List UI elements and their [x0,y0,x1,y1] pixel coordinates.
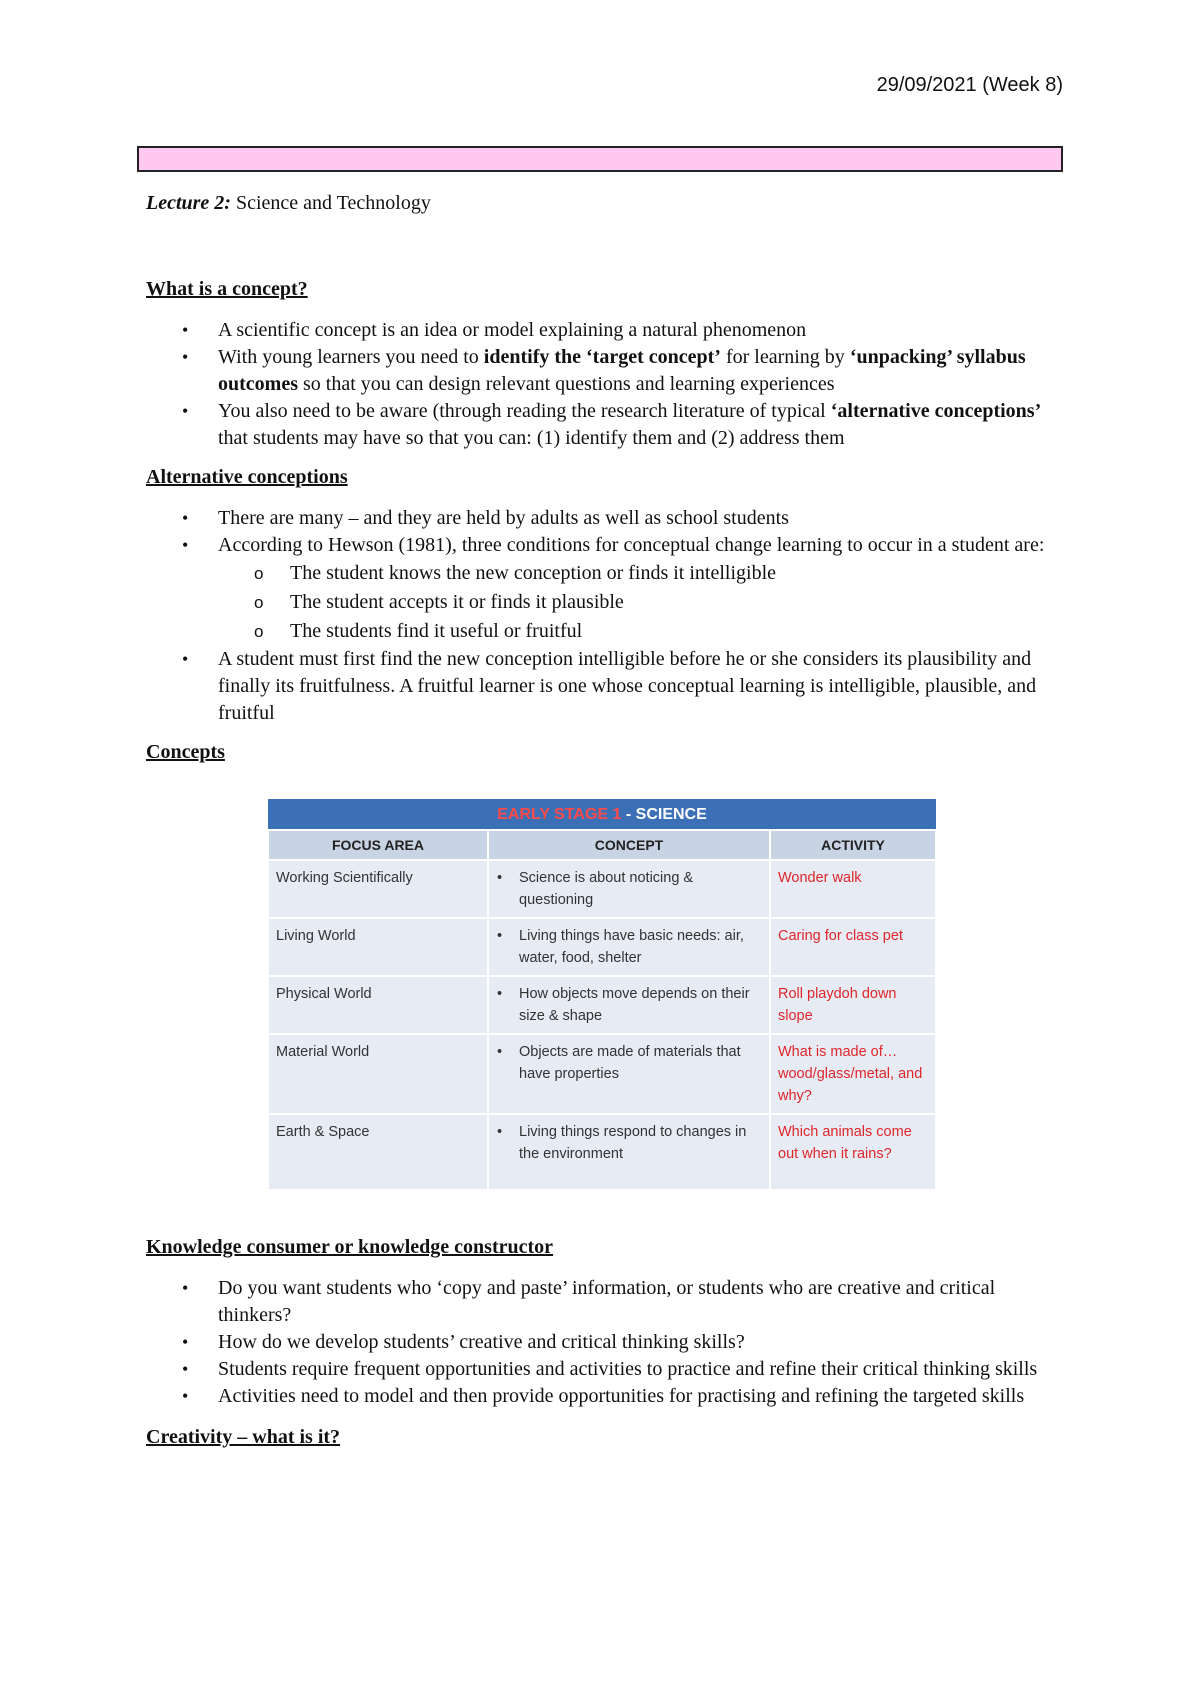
focus-cell: Material World [268,1034,488,1114]
list-item [146,398,1056,452]
knowledge-list [146,1275,1056,1410]
sub-list-item: o The students find it useful or fruitful [218,617,1056,646]
activity-cell: Caring for class pet [770,918,936,976]
table-title-stage: EARLY STAGE 1 [497,805,622,823]
list-item [146,532,1056,646]
heading-creativity: Creativity – what is it? [146,1426,341,1448]
list-item-text: You also need to be aware (through reading the research literature of typical [218,400,831,422]
list-item-text: With young learners you need to [218,346,484,368]
heading-what-is-concept: What is a concept? [146,278,308,300]
table-row [268,1114,936,1190]
list-item: • How do we develop students’ creative and critical thinking skills? [146,1329,1056,1356]
activity-cell: Which animals come out when it rains? [770,1114,936,1190]
bold-text: identify the ‘target concept’ [483,346,721,368]
concept-text: • Living things have basic needs: air, water, food, shelter [497,925,762,969]
list-item [146,505,1056,532]
bold-text: ‘alternative conceptions’ [830,400,1042,422]
column-header-activity: ACTIVITY [770,830,936,860]
concept-text: • Science is about noticing & questioning [497,867,762,911]
document-body [146,190,1056,1451]
focus-cell: Earth & Space [268,1114,488,1190]
heading-alternative-conceptions: Alternative conceptions [146,466,348,488]
lecture-subject: Science and Technology [235,192,431,214]
heading-knowledge: Knowledge consumer or knowledge constructor [146,1236,554,1258]
list-item: • Do you want students who ‘copy and paste’ information, or students who are creative and critical thinkers? [146,1275,1056,1329]
table-row [268,918,936,976]
table-row [268,976,936,1034]
list-item-text: According to Hewson (1981), three conditions for conceptual change learning to occur in a student are: [218,534,1045,556]
table-row [268,1034,936,1114]
concept-cell [488,860,770,918]
highlight-bar [137,146,1063,172]
list-item [146,646,1056,727]
concept-list [146,317,1056,452]
list-item-text: for learning by [720,346,850,368]
conditions-sublist [218,559,1056,646]
table-title [268,799,936,830]
concept-cell [488,1034,770,1114]
lecture-title [146,190,1056,217]
concept-text: • How objects move depends on their size & shape [497,983,762,1027]
date-label: 29/09/2021 (Week 8) [876,74,1063,96]
list-item-text: A student must first find the new conception intelligible before he or she considers its plausibility and finally its fruitfulness. A fruitful learner is one whose conceptual learning is intelligible, plausible, and fruitful [218,648,1037,724]
activity-cell: Wonder walk [770,860,936,918]
sub-list-item: o The student knows the new conception or finds it intelligible [218,559,1056,588]
column-header-concept: CONCEPT [488,830,770,860]
early-stage-table [267,799,937,1191]
alternative-list [146,505,1056,727]
activity-cell: What is made of… wood/glass/metal, and why? [770,1034,936,1114]
table-title-subject: - SCIENCE [621,805,707,823]
lecture-label: Lecture 2: [146,192,231,214]
focus-cell: Physical World [268,976,488,1034]
column-header-focus: FOCUS AREA [268,830,488,860]
early-stage-table-image [267,799,935,1191]
heading-concepts: Concepts [146,741,225,763]
sub-list-item: o The student accepts it or finds it plausible [218,588,1056,617]
list-item-text: so that you can design relevant questions and learning experiences [297,373,835,395]
concept-cell [488,976,770,1034]
concept-text: • Living things respond to changes in the environment [497,1121,762,1165]
list-item-text: A scientific concept is an idea or model explaining a natural phenomenon [218,319,807,341]
list-item: • Students require frequent opportunities and activities to practice and refine their critical thinking skills [146,1356,1056,1383]
list-item-text: that students may have so that you can: (1) identify them and (2) address them [218,427,845,449]
list-item: • Activities need to model and then provide opportunities for practising and refining the targeted skills [146,1383,1056,1410]
list-item [146,317,1056,344]
list-item-text: There are many – and they are held by adults as well as school students [218,507,789,529]
activity-cell: Roll playdoh down slope [770,976,936,1034]
table-row [268,860,936,918]
list-item [146,344,1056,398]
bold-text: ‘unpacking’ syllabus outcomes [218,346,1026,395]
concept-text: • Objects are made of materials that have properties [497,1041,762,1085]
focus-cell: Living World [268,918,488,976]
concept-cell [488,918,770,976]
concept-cell [488,1114,770,1190]
focus-cell: Working Scientifically [268,860,488,918]
